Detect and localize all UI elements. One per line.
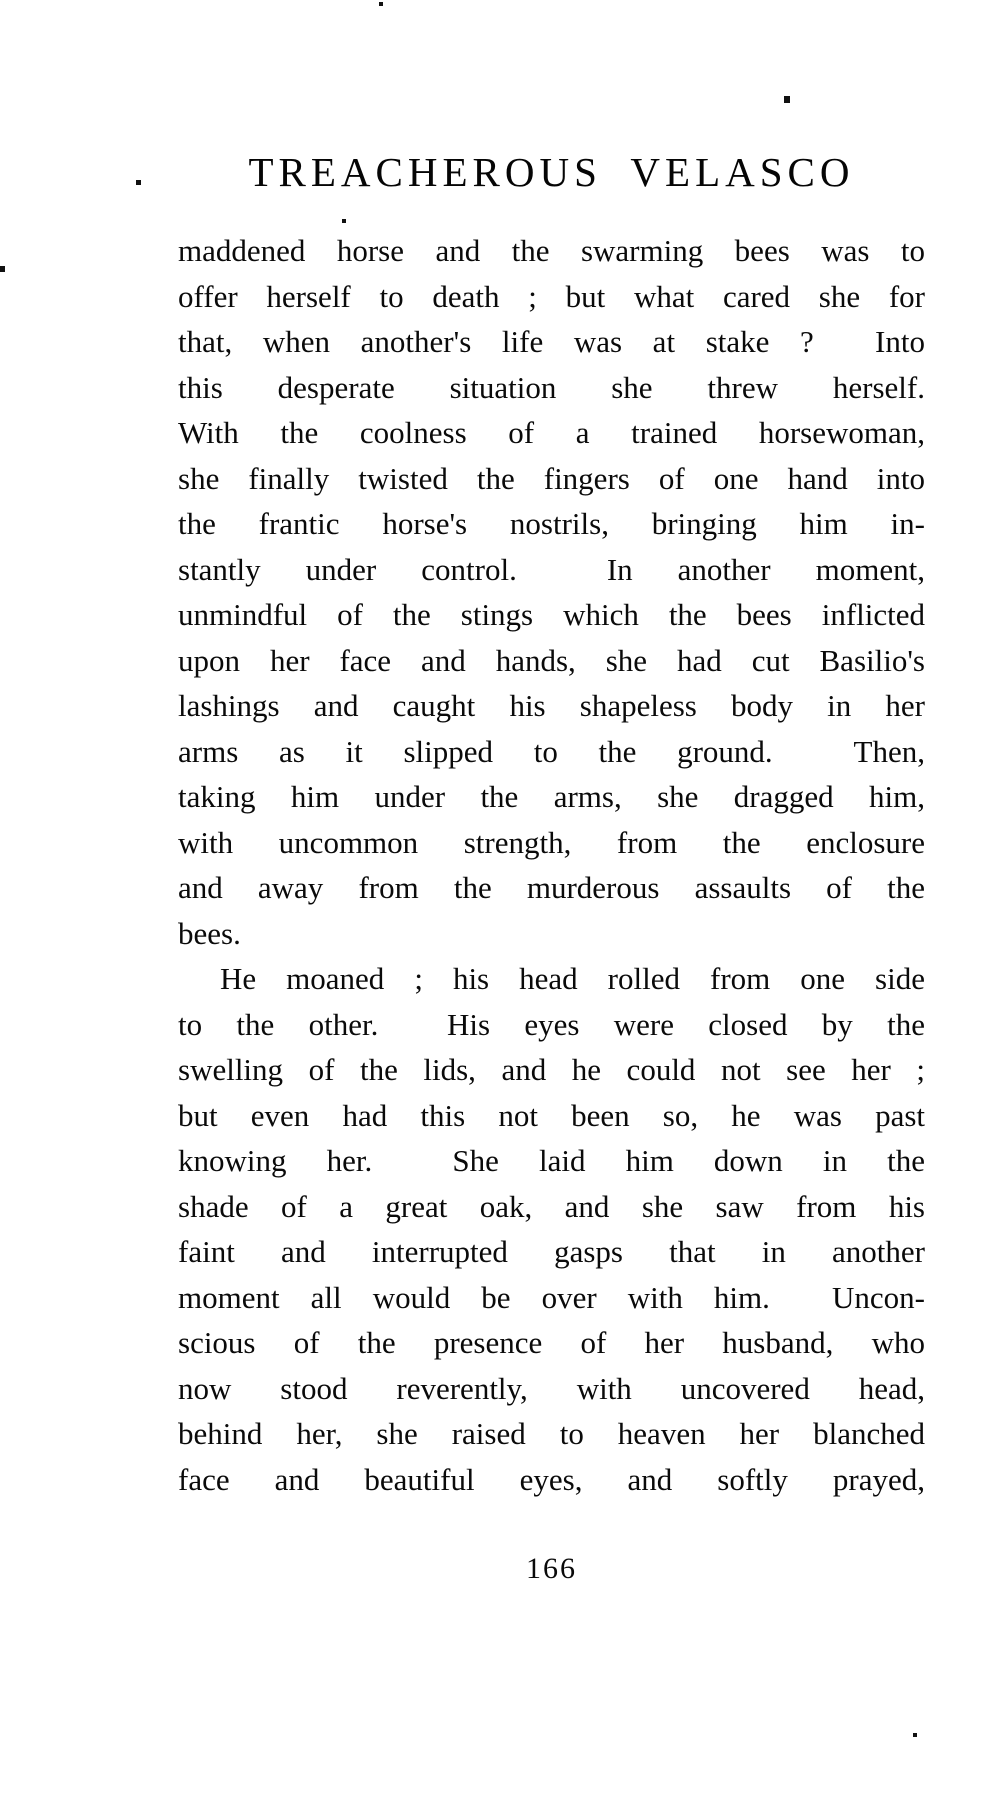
text-line: face and beautiful eyes, and softly prayed, <box>178 1461 925 1497</box>
text-line: arms as it slipped to the ground. Then, <box>178 733 925 769</box>
body-text-block <box>178 228 925 1502</box>
text-line: swelling of the lids, and he could not see her ; <box>178 1052 925 1087</box>
scan-speck <box>913 1733 917 1737</box>
text-line: that, when another's life was at stake ? Into <box>178 324 925 359</box>
text-line: knowing her. She laid him down in the <box>178 1143 925 1178</box>
scan-speck <box>0 266 5 272</box>
text-line: with uncommon strength, from the enclosure <box>178 824 925 860</box>
scan-speck <box>136 180 141 185</box>
text-line: behind her, she raised to heaven her blanched <box>178 1416 925 1451</box>
text-line: lashings and caught his shapeless body in her <box>178 688 925 723</box>
text-line: He moaned ; his head rolled from one side <box>220 961 925 996</box>
text-line: the frantic horse's nostrils, bringing him in- <box>178 506 925 541</box>
text-line: now stood reverently, with uncovered head, <box>178 1370 925 1406</box>
running-head-title: TREACHEROUS VELASCO <box>248 149 855 195</box>
text-line: offer herself to death ; but what cared she for <box>178 278 925 314</box>
page-number: 166 <box>526 1552 577 1585</box>
scan-speck <box>784 96 790 103</box>
text-line: unmindful of the stings which the bees inflicted <box>178 597 925 632</box>
text-line: scious of the presence of her husband, who <box>178 1325 925 1360</box>
text-line: shade of a great oak, and she saw from his <box>178 1188 925 1224</box>
text-line: maddened horse and the swarming bees was to <box>178 233 925 268</box>
scan-speck <box>379 2 383 6</box>
text-line: to the other. His eyes were closed by the <box>178 1006 925 1042</box>
text-line: stantly under control. In another moment, <box>178 551 925 587</box>
text-line: taking him under the arms, she dragged him, <box>178 779 925 814</box>
text-line: bees. <box>178 915 241 951</box>
scan-speck <box>342 219 346 223</box>
text-line: faint and interrupted gasps that in another <box>178 1234 925 1269</box>
text-line: and away from the murderous assaults of the <box>178 870 925 905</box>
text-line: With the coolness of a trained horsewoman, <box>178 415 925 450</box>
text-line: upon her face and hands, she had cut Basilio's <box>178 642 925 678</box>
text-line: but even had this not been so, he was past <box>178 1097 925 1133</box>
text-line: moment all would be over with him. Uncon- <box>178 1279 925 1315</box>
text-line: this desperate situation she threw herself. <box>178 369 925 405</box>
text-line: she finally twisted the fingers of one hand into <box>178 460 925 496</box>
